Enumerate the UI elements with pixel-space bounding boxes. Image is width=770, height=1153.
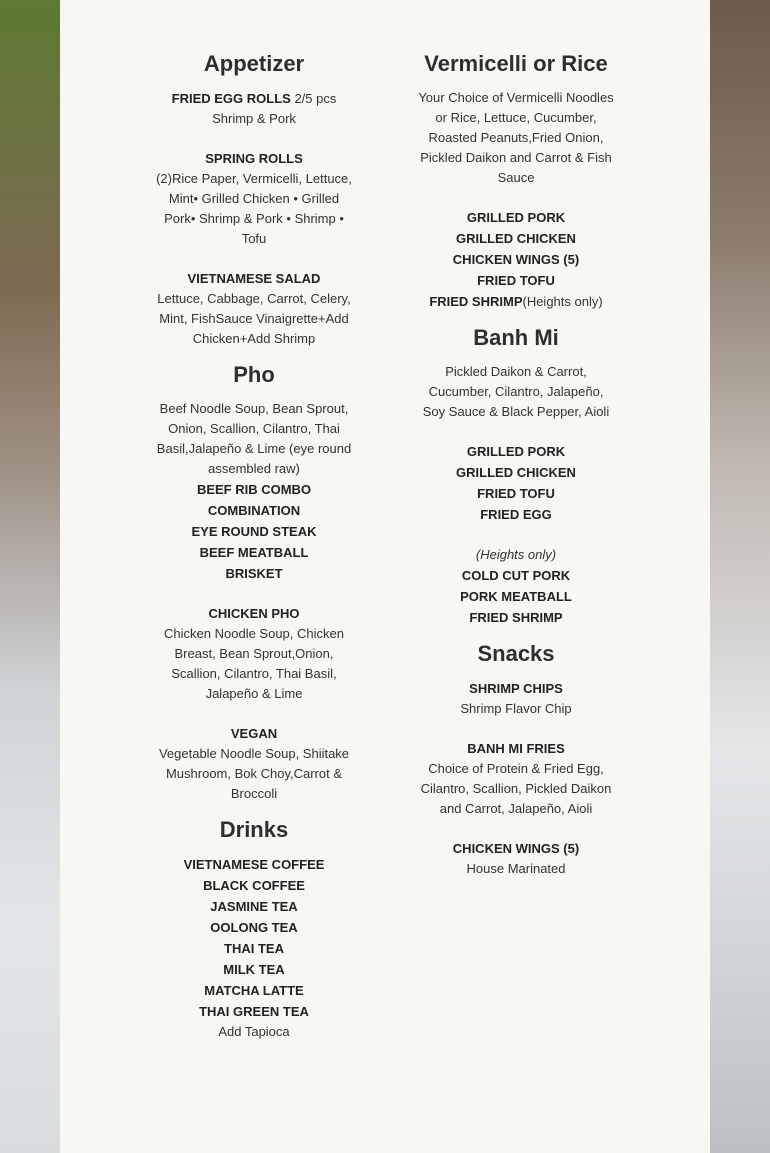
drink-item: JASMINE TEA xyxy=(210,899,298,914)
menu-column-right xyxy=(416,50,616,891)
pho-section xyxy=(154,361,354,804)
heights-only-note: (Heights only) xyxy=(475,547,557,562)
chicken-wings-name: CHICKEN WINGS (5) xyxy=(452,841,580,856)
drink-item: MILK TEA xyxy=(223,962,285,977)
menu-panel xyxy=(60,0,710,1153)
vietnamese-salad-name: VIETNAMESE SALAD xyxy=(187,271,321,286)
drink-item: THAI TEA xyxy=(224,941,284,956)
fried-shrimp-line xyxy=(416,291,616,312)
vermicelli-desc: Your Choice of Vermicelli Noodles or Rice, Lettuce, Cucumber, Roasted Peanuts,Fried Onion, Pickled Daikon and Carrot & Fish Sauce xyxy=(418,90,614,185)
banhmi-item: GRILLED CHICKEN xyxy=(456,465,576,480)
spring-rolls-name: SPRING ROLLS xyxy=(205,151,303,166)
chicken-pho-desc: Chicken Noodle Soup, Chicken Breast, Bean Sprout,Onion, Scallion, Cilantro, Thai Basil, Jalapeño & Lime xyxy=(164,626,344,701)
banhmi-heights-item: FRIED SHRIMP xyxy=(469,610,563,625)
vermicelli-item: GRILLED PORK xyxy=(466,210,566,225)
vermicelli-heading: Vermicelli or Rice xyxy=(424,51,608,76)
drink-addon: Add Tapioca xyxy=(218,1024,290,1039)
snacks-heading: Snacks xyxy=(477,641,555,666)
banhmi-heights-item: PORK MEATBALL xyxy=(460,589,572,604)
pho-heading: Pho xyxy=(233,362,275,387)
drink-item: BLACK COFFEE xyxy=(203,878,305,893)
banhmi-heading: Banh Mi xyxy=(473,325,559,350)
banhmi-fries-name: BANH MI FRIES xyxy=(467,741,565,756)
vermicelli-section xyxy=(416,50,616,312)
menu-column-left xyxy=(154,50,354,1054)
drink-item: VIETNAMESE COFFEE xyxy=(183,857,325,872)
fried-egg-rolls-qty: 2/5 pcs xyxy=(294,91,337,106)
vietnamese-salad-desc: Lettuce, Cabbage, Carrot, Celery, Mint, FishSauce Vinaigrette+Add Chicken+Add Shrimp xyxy=(157,291,351,346)
banhmi-fries-desc: Choice of Protein & Fried Egg, Cilantro, Scallion, Pickled Daikon and Carrot, Jalapeño, Aioli xyxy=(420,761,612,816)
pho-item: BEEF RIB COMBO xyxy=(196,482,312,497)
chicken-wings-desc: House Marinated xyxy=(466,861,566,876)
appetizer-heading: Appetizer xyxy=(203,51,305,76)
banhmi-item: GRILLED PORK xyxy=(466,444,566,459)
vermicelli-item: FRIED TOFU xyxy=(477,273,555,288)
drink-item: THAI GREEN TEA xyxy=(199,1004,309,1019)
banhmi-desc: Pickled Daikon & Carrot, Cucumber, Cilantro, Jalapeño, Soy Sauce & Black Pepper, Aioli xyxy=(422,364,610,419)
drinks-section xyxy=(154,816,354,1042)
banhmi-section xyxy=(416,324,616,628)
banhmi-item: FRIED EGG xyxy=(480,507,552,522)
vermicelli-item: GRILLED CHICKEN xyxy=(456,231,576,246)
fried-shrimp-name: FRIED SHRIMP xyxy=(429,294,523,309)
drink-item: MATCHA LATTE xyxy=(204,983,304,998)
spring-rolls-desc: (2)Rice Paper, Vermicelli, Lettuce, Mint• Grilled Chicken • Grilled Pork• Shrimp & Pork • Shrimp • Tofu xyxy=(156,171,352,246)
background-left xyxy=(0,0,60,1153)
chicken-pho-name: CHICKEN PHO xyxy=(208,606,300,621)
pho-item: BEEF MEATBALL xyxy=(199,545,309,560)
shrimp-chips-desc: Shrimp Flavor Chip xyxy=(460,701,572,716)
drinks-heading: Drinks xyxy=(219,817,289,842)
vermicelli-item: CHICKEN WINGS (5) xyxy=(452,252,580,267)
fried-egg-rolls-line xyxy=(154,88,354,109)
vegan-pho-name: VEGAN xyxy=(230,726,278,741)
drink-item: OOLONG TEA xyxy=(210,920,298,935)
fried-egg-rolls-name: FRIED EGG ROLLS xyxy=(171,91,291,106)
banhmi-heights-item: COLD CUT PORK xyxy=(461,568,571,583)
pho-item: BRISKET xyxy=(225,566,283,581)
vegan-pho-desc: Vegetable Noodle Soup, Shiitake Mushroom, Bok Choy,Carrot & Broccoli xyxy=(158,746,350,801)
fried-shrimp-note: (Heights only) xyxy=(522,294,603,309)
appetizer-section xyxy=(154,50,354,349)
banhmi-item: FRIED TOFU xyxy=(477,486,555,501)
pho-item: COMBINATION xyxy=(207,503,301,518)
pho-item: EYE ROUND STEAK xyxy=(191,524,317,539)
shrimp-chips-name: SHRIMP CHIPS xyxy=(469,681,563,696)
pho-desc: Beef Noodle Soup, Bean Sprout, Onion, Scallion, Cilantro, Thai Basil,Jalapeño & Lime (eye round assembled raw) xyxy=(156,401,352,476)
fried-egg-rolls-desc: Shrimp & Pork xyxy=(212,111,296,126)
background-right xyxy=(710,0,770,1153)
snacks-section xyxy=(416,640,616,879)
